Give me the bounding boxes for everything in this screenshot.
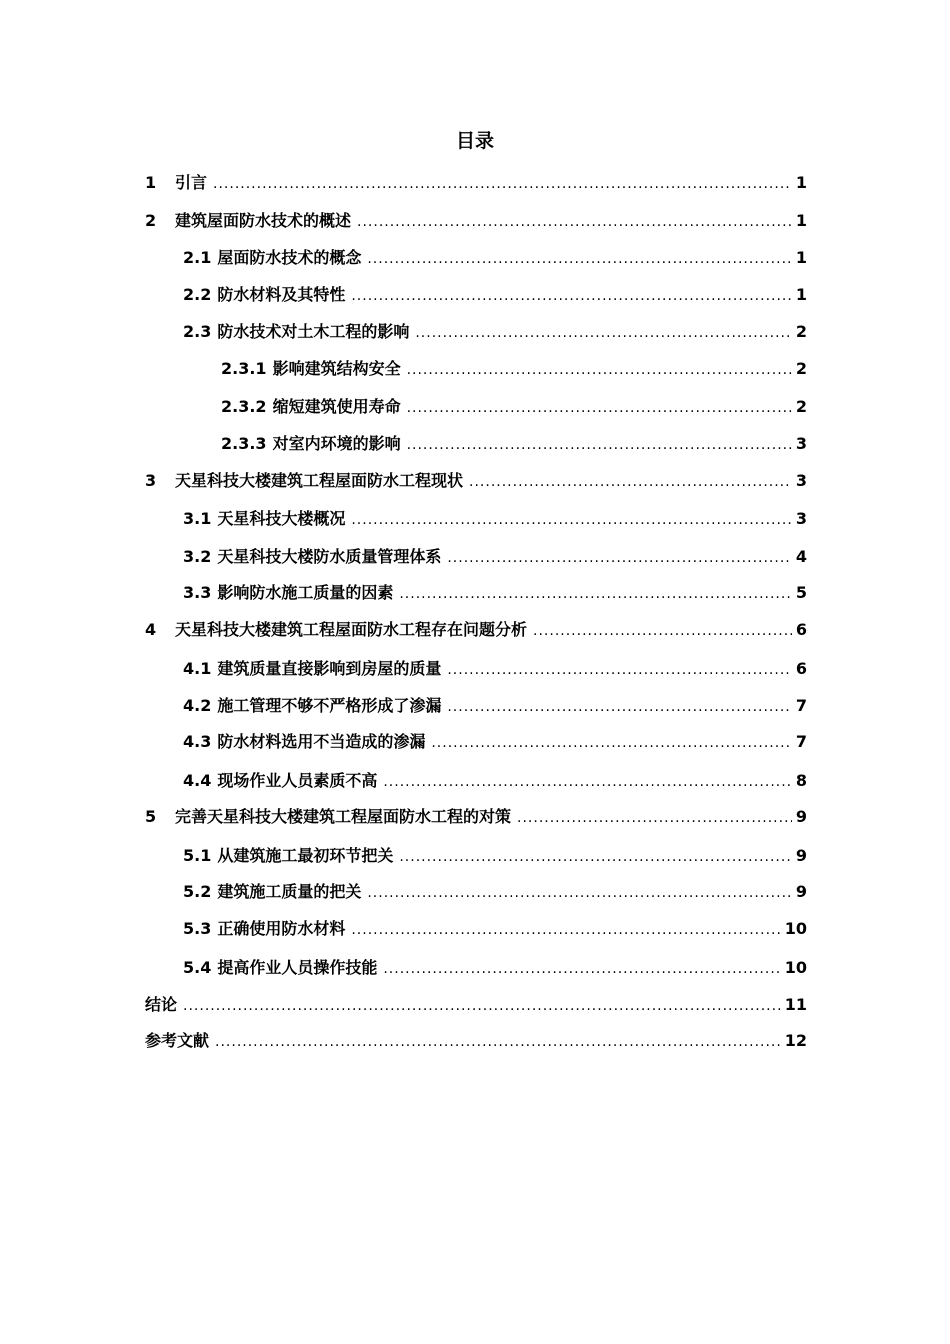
toc-leader-dots — [533, 620, 792, 642]
toc-entry-text: 建筑质量直接影响到房屋的质量 — [217, 659, 442, 678]
toc-entry-page: 9 — [795, 807, 807, 826]
toc-entry[interactable] — [221, 396, 807, 419]
toc-leader-dots — [367, 248, 792, 270]
toc-entry-page: 7 — [795, 696, 807, 715]
toc-entry-text: 施工管理不够不严格形成了渗漏 — [217, 696, 442, 715]
toc-entry-number: 2.3.1 — [221, 359, 267, 378]
toc-entry-page: 11 — [784, 995, 807, 1014]
toc-entry-number: 2.3 — [183, 322, 212, 341]
toc-leader-dots — [357, 211, 792, 233]
toc-entry-text: 完善天星科技大楼建筑工程屋面防水工程的对策 — [175, 807, 512, 826]
toc-title: 目录 — [455, 130, 494, 152]
toc-entry[interactable] — [183, 918, 807, 941]
toc-entry[interactable] — [183, 957, 807, 980]
toc-entry-text: 防水材料及其特性 — [217, 285, 346, 304]
toc-entry-page: 3 — [795, 509, 807, 528]
toc-entry-page: 3 — [795, 471, 807, 490]
toc-entry-number: 4.2 — [183, 696, 212, 715]
toc-leader-dots — [469, 471, 792, 493]
toc-entry-text: 建筑施工质量的把关 — [217, 882, 362, 901]
toc-entry-text: 防水材料选用不当造成的渗漏 — [217, 732, 426, 751]
toc-entry-page: 9 — [795, 882, 807, 901]
toc-entry[interactable] — [183, 582, 807, 605]
toc-leader-dots — [183, 995, 781, 1017]
toc-leader-dots — [415, 322, 792, 344]
toc-entry-number: 3.1 — [183, 509, 212, 528]
toc-entry-text: 正确使用防水材料 — [217, 919, 346, 938]
toc-leader-dots — [407, 359, 792, 381]
toc-entry-page: 4 — [795, 547, 807, 566]
toc-leader-dots — [213, 173, 792, 195]
toc-entry-text: 从建筑施工最初环节把关 — [217, 846, 394, 865]
toc-entry[interactable] — [183, 695, 807, 718]
toc-entry-text: 现场作业人员素质不高 — [217, 771, 378, 790]
toc-entry-number: 2.1 — [183, 248, 212, 267]
toc-entry-text: 参考文献 — [145, 1031, 210, 1050]
toc-entry-text: 提高作业人员操作技能 — [217, 958, 378, 977]
toc-entry[interactable] — [183, 284, 807, 307]
toc-entry[interactable] — [145, 210, 807, 233]
toc-entry-number: 5 — [145, 807, 157, 826]
toc-entry-page: 10 — [784, 958, 807, 977]
toc-leader-dots — [367, 882, 792, 904]
toc-entry-text: 屋面防水技术的概念 — [217, 248, 362, 267]
toc-leader-dots — [399, 583, 792, 605]
toc-leader-dots — [447, 659, 792, 681]
toc-entry[interactable] — [145, 172, 807, 195]
toc-entry-page: 2 — [795, 397, 807, 416]
toc-entry-text: 天星科技大楼防水质量管理体系 — [217, 547, 442, 566]
toc-entry[interactable] — [183, 845, 807, 868]
toc-entry[interactable] — [145, 470, 807, 493]
toc-entry-page: 6 — [795, 620, 807, 639]
toc-entry-number: 5.2 — [183, 882, 212, 901]
toc-entry-page: 1 — [795, 285, 807, 304]
toc-leader-dots — [517, 807, 792, 829]
toc-entry[interactable] — [183, 508, 807, 531]
toc-entry[interactable] — [183, 247, 807, 270]
toc-leader-dots — [431, 732, 792, 754]
toc-entry-number: 3 — [145, 471, 157, 490]
toc-entry-number: 4 — [145, 620, 157, 639]
toc-entry-number: 5.3 — [183, 919, 212, 938]
toc-entry[interactable] — [183, 546, 807, 569]
toc-entry[interactable] — [183, 321, 807, 344]
toc-leader-dots — [351, 285, 792, 307]
toc-entry-page: 6 — [795, 659, 807, 678]
toc-entry-text: 结论 — [145, 995, 178, 1014]
toc-entry-number: 1 — [145, 173, 157, 192]
toc-entry-number: 4.3 — [183, 732, 212, 751]
toc-entry-number: 2 — [145, 211, 157, 230]
toc-entry-text: 建筑屋面防水技术的概述 — [175, 211, 352, 230]
toc-entry-page: 2 — [795, 359, 807, 378]
toc-leader-dots — [399, 846, 792, 868]
toc-entry[interactable] — [145, 994, 807, 1017]
toc-entry-text: 防水技术对土木工程的影响 — [217, 322, 410, 341]
toc-entry-number: 4.1 — [183, 659, 212, 678]
toc-leader-dots — [407, 434, 792, 456]
toc-entry-number: 5.1 — [183, 846, 212, 865]
toc-entry-page: 2 — [795, 322, 807, 341]
toc-entry-text: 天星科技大楼建筑工程屋面防水工程存在问题分析 — [175, 620, 528, 639]
toc-leader-dots — [447, 696, 792, 718]
toc-entry[interactable] — [183, 881, 807, 904]
toc-entry-number: 4.4 — [183, 771, 212, 790]
toc-entry-text: 天星科技大楼概况 — [217, 509, 346, 528]
toc-entry-page: 1 — [795, 248, 807, 267]
toc-leader-dots — [447, 547, 792, 569]
toc-entry-number: 2.2 — [183, 285, 212, 304]
toc-entry[interactable] — [145, 1030, 807, 1053]
toc-entry-text: 缩短建筑使用寿命 — [272, 397, 401, 416]
toc-entry[interactable] — [221, 433, 807, 456]
toc-entry[interactable] — [183, 770, 807, 793]
toc-entry[interactable] — [145, 619, 807, 642]
toc-entry-page: 8 — [795, 771, 807, 790]
toc-leader-dots — [407, 397, 792, 419]
toc-entry-page: 7 — [795, 732, 807, 751]
toc-entry-page: 5 — [795, 583, 807, 602]
toc-entry-text: 引言 — [175, 173, 208, 192]
toc-entry-page: 1 — [795, 173, 807, 192]
toc-entry-number: 2.3.2 — [221, 397, 267, 416]
toc-entry-page: 3 — [795, 434, 807, 453]
toc-entry-page: 12 — [784, 1031, 807, 1050]
toc-leader-dots — [215, 1031, 781, 1053]
toc-entry[interactable] — [145, 806, 807, 829]
toc-entry-text: 影响建筑结构安全 — [272, 359, 401, 378]
toc-entry-number: 2.3.3 — [221, 434, 267, 453]
toc-entry-page: 9 — [795, 846, 807, 865]
toc-entry-text: 影响防水施工质量的因素 — [217, 583, 394, 602]
toc-entry-text: 天星科技大楼建筑工程屋面防水工程现状 — [175, 471, 464, 490]
toc-entry-page: 1 — [795, 211, 807, 230]
toc-entry-text: 对室内环境的影响 — [272, 434, 401, 453]
toc-entry-number: 3.2 — [183, 547, 212, 566]
toc-entry-number: 5.4 — [183, 958, 212, 977]
toc-leader-dots — [383, 771, 792, 793]
toc-leader-dots — [351, 919, 780, 941]
toc-entry-page: 10 — [784, 919, 807, 938]
toc-leader-dots — [351, 509, 792, 531]
toc-leader-dots — [383, 958, 780, 980]
toc-entry[interactable] — [221, 358, 807, 381]
toc-entry[interactable] — [183, 658, 807, 681]
toc-entry[interactable] — [183, 731, 807, 754]
toc-entry-number: 3.3 — [183, 583, 212, 602]
